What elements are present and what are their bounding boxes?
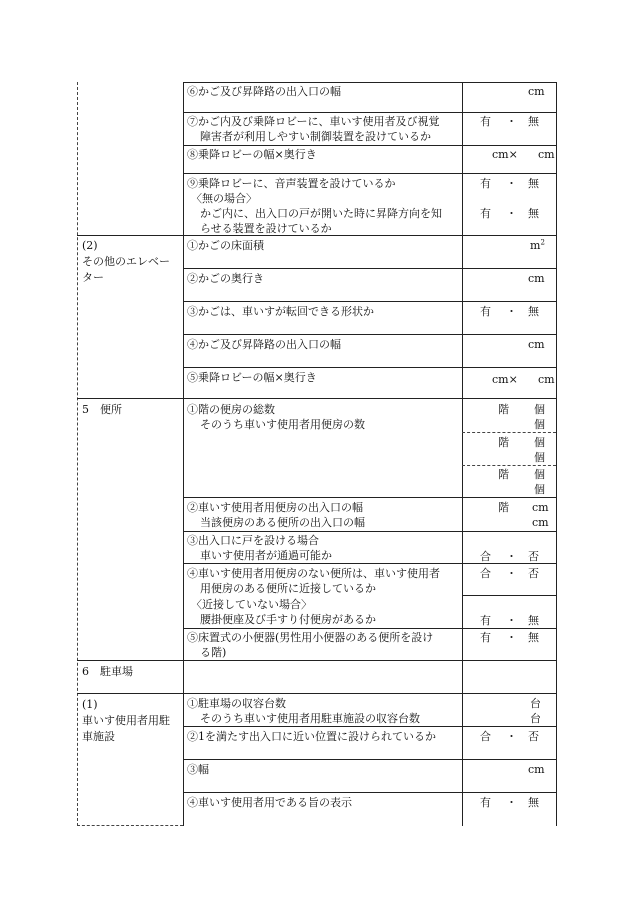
item-text: ①かごの床面積 bbox=[187, 239, 264, 252]
answer-unit: cm bbox=[538, 148, 555, 161]
answer-separator: ・ bbox=[506, 631, 517, 644]
answer-yes: 有 bbox=[480, 796, 491, 809]
item-text: 車いす使用者が通過可能か bbox=[200, 549, 332, 562]
row-line bbox=[183, 112, 556, 113]
row-dashed-line bbox=[462, 432, 556, 433]
row-line bbox=[183, 792, 556, 793]
section-number: (2) bbox=[82, 239, 98, 252]
answer-unit: 台 bbox=[530, 697, 541, 710]
section-title: ター bbox=[82, 271, 104, 284]
item-text: ③かごは、車いすが転回できる形状か bbox=[187, 305, 374, 318]
answer-no: 無 bbox=[528, 305, 539, 318]
answer-separator: ・ bbox=[506, 115, 517, 128]
item-text: 障害者が利用しやすい制御装置を設けているか bbox=[200, 130, 431, 143]
row-line bbox=[183, 367, 556, 368]
row-dashed-line bbox=[462, 465, 556, 466]
item-text: ⑤床置式の小便器(男性用小便器のある便所を設け bbox=[187, 631, 434, 644]
item-text: ①駐車場の収容台数 bbox=[187, 697, 286, 710]
section-title: 5 便所 bbox=[82, 403, 122, 416]
answer-no: 無 bbox=[528, 115, 539, 128]
item-text: る階) bbox=[200, 646, 227, 659]
unit-superscript: 2 bbox=[540, 238, 545, 247]
item-text: ②かごの奥行き bbox=[187, 272, 264, 285]
answer-yes: 有 bbox=[480, 207, 491, 220]
floor-label: 階 bbox=[498, 403, 509, 416]
row-line bbox=[183, 531, 556, 532]
item-text: そのうち車いす使用者用便房の数 bbox=[200, 418, 365, 431]
row-line bbox=[77, 660, 556, 661]
answer-separator: ・ bbox=[506, 567, 517, 580]
answer-fail: 否 bbox=[528, 567, 539, 580]
answer-pass: 合 bbox=[480, 567, 491, 580]
row-line bbox=[183, 173, 556, 174]
item-text: 当該便房のある便所の出入口の幅 bbox=[200, 516, 365, 529]
col-divider-1 bbox=[183, 82, 184, 826]
row-line bbox=[183, 726, 556, 727]
answer-yes: 有 bbox=[480, 115, 491, 128]
answer-unit: 台 bbox=[530, 712, 541, 725]
count-unit: 個 bbox=[534, 468, 545, 481]
item-text: ④かご及び昇降路の出入口の幅 bbox=[187, 338, 341, 351]
answer-no: 無 bbox=[528, 796, 539, 809]
answer-yes: 有 bbox=[480, 614, 491, 627]
answer-unit: cm bbox=[532, 516, 549, 529]
row-line bbox=[183, 497, 556, 498]
section-title: 6 駐車場 bbox=[82, 665, 133, 678]
answer-yes: 有 bbox=[480, 631, 491, 644]
answer-unit bbox=[530, 238, 545, 253]
item-text: ⑦かご内及び乗降ロビーに、車いす使用者及び視覚 bbox=[187, 115, 440, 128]
row-line bbox=[183, 301, 556, 302]
answer-separator: ・ bbox=[506, 305, 517, 318]
col-divider-2 bbox=[462, 82, 463, 826]
answer-separator: ・ bbox=[506, 796, 517, 809]
count-unit: 個 bbox=[534, 403, 545, 416]
answer-no: 無 bbox=[528, 207, 539, 220]
answer-pass: 合 bbox=[480, 550, 491, 563]
item-text: かご内に、出入口の戸が開いた時に昇降方向を知 bbox=[200, 207, 442, 220]
row-line bbox=[183, 145, 556, 146]
answer-fail: 否 bbox=[528, 730, 539, 743]
count-unit: 個 bbox=[534, 451, 545, 464]
answer-pass: 合 bbox=[480, 730, 491, 743]
item-text: ⑤乗降ロビーの幅×奥行き bbox=[187, 371, 317, 384]
answer-unit: cm bbox=[528, 763, 545, 776]
section-title: その他のエレベー bbox=[82, 255, 170, 268]
answer-unit: cm bbox=[538, 373, 555, 386]
answer-fail: 否 bbox=[528, 550, 539, 563]
answer-unit: cm bbox=[532, 501, 549, 514]
row-line bbox=[183, 759, 556, 760]
answer-unit: cm× bbox=[492, 373, 518, 386]
count-unit: 個 bbox=[534, 418, 545, 431]
answer-separator: ・ bbox=[506, 614, 517, 627]
count-unit: 個 bbox=[534, 436, 545, 449]
answer-yes: 有 bbox=[480, 305, 491, 318]
answer-no: 無 bbox=[528, 614, 539, 627]
count-unit: 個 bbox=[534, 483, 545, 496]
item-text: ④車いす使用者用である旨の表示 bbox=[187, 796, 352, 809]
item-text: ③幅 bbox=[187, 763, 209, 776]
unit-text: m bbox=[530, 239, 541, 252]
item-text: ⑧乗降ロビーの幅×奥行き bbox=[187, 148, 317, 161]
row-line bbox=[77, 398, 556, 399]
right-border bbox=[556, 82, 557, 826]
bottom-dashed-line bbox=[77, 825, 183, 826]
answer-separator: ・ bbox=[506, 550, 517, 563]
item-text: そのうち車いす使用者用駐車施設の収容台数 bbox=[200, 712, 420, 725]
answer-unit: cm× bbox=[492, 148, 518, 161]
answer-separator: ・ bbox=[506, 730, 517, 743]
answer-no: 無 bbox=[528, 631, 539, 644]
left-dashed-border bbox=[77, 82, 78, 826]
row-line bbox=[183, 82, 556, 83]
item-text: ③出入口に戸を設ける場合 bbox=[187, 534, 319, 547]
item-text: らせる装置を設けているか bbox=[200, 222, 332, 235]
item-text: 〈近接していない場合〉 bbox=[191, 598, 312, 611]
section-title: 車施設 bbox=[82, 730, 115, 743]
answer-separator: ・ bbox=[506, 207, 517, 220]
item-text: ②1を満たす出入口に近い位置に設けられているか bbox=[187, 730, 436, 743]
item-text: 用便房のある便所に近接しているか bbox=[200, 582, 376, 595]
item-text: ⑨乗降ロビーに、音声装置を設けているか bbox=[187, 177, 396, 190]
row-line bbox=[183, 628, 556, 629]
item-text: ④車いす使用者用便房のない便所は、車いす使用者 bbox=[187, 567, 440, 580]
item-text: 腰掛便座及び手すり付便房があるか bbox=[200, 613, 376, 626]
row-line bbox=[183, 268, 556, 269]
floor-label: 階 bbox=[498, 436, 509, 449]
floor-label: 階 bbox=[498, 468, 509, 481]
item-text: ①階の便房の総数 bbox=[187, 403, 275, 416]
item-text: ⑥かご及び昇降路の出入口の幅 bbox=[187, 85, 341, 98]
floor-label: 階 bbox=[498, 501, 509, 514]
row-line bbox=[183, 563, 556, 564]
answer-unit: cm bbox=[528, 272, 545, 285]
section-number: (1) bbox=[82, 698, 98, 711]
answer-separator: ・ bbox=[506, 177, 517, 190]
answer-unit: cm bbox=[528, 85, 545, 98]
row-line bbox=[77, 693, 556, 694]
answer-unit: cm bbox=[528, 338, 545, 351]
row-line bbox=[183, 334, 556, 335]
answer-yes: 有 bbox=[480, 177, 491, 190]
section-title: 車いす使用者用駐 bbox=[82, 714, 170, 727]
item-text: ②車いす使用者用便房の出入口の幅 bbox=[187, 501, 363, 514]
row-line bbox=[462, 595, 556, 596]
answer-no: 無 bbox=[528, 177, 539, 190]
item-text: 〈無の場合〉 bbox=[191, 192, 257, 205]
